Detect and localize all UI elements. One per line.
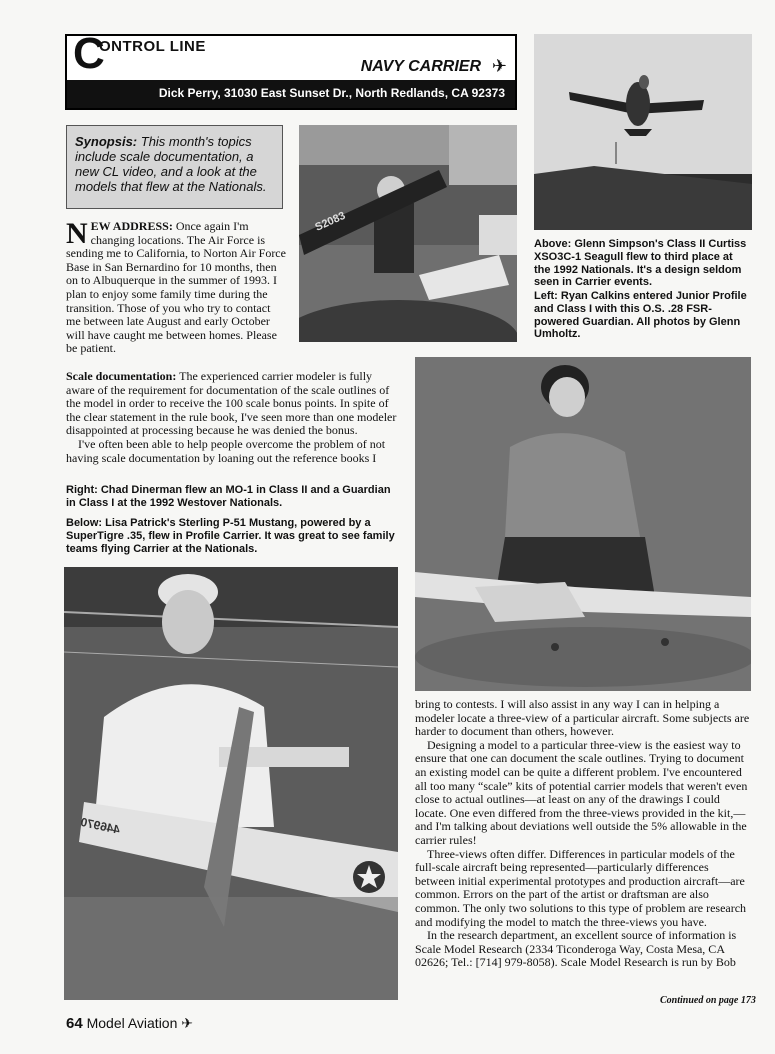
plane-icon: ✈: [491, 56, 507, 77]
header-address-bar: [67, 80, 515, 108]
page-footer: [66, 1015, 193, 1032]
scale-doc-text2: I've often been able to help people overcome the problem of not having scale documentation by loaning out the reference books I: [66, 436, 386, 465]
magazine-name: Model Aviation: [86, 1015, 178, 1031]
photo-chad-image: [415, 357, 751, 691]
photo-seagull-image: [534, 34, 752, 230]
synopsis-box: [66, 125, 283, 209]
header-subtitle: NAVY CARRIER: [360, 58, 481, 75]
author-address: Dick Perry, 31030 East Sunset Dr., North Redlands, CA 92373: [158, 86, 505, 100]
col2-paragraph-3: Three-views often differ. Differences in particular models of the full-scale aircraft being represented—particularly differences between initial experimental prototypes and production aircraft—are common. Errors on the part of the artist or draftsman are also common. The only two solutions to this type of problem are research and modifying the model to match the three-views you have.: [415, 846, 747, 929]
scale-doc-paragraph: [66, 370, 402, 465]
photo-chad-dinerman: [415, 357, 751, 691]
new-address-text: Once again I'm changing locations. The Air Force is sending me to California, to Norton Air Force Base in San Bernardino for 10 months, then on to Albuquerque in the summer of 1993. I plan to enjoy some family time during the transition. Those of you who try to contact me between late August and early October will have caught me between homes. Please be patient.: [66, 219, 286, 356]
synopsis-label: Synopsis:: [75, 134, 138, 149]
page-number: 64: [66, 1015, 83, 1032]
scale-doc-text: The experienced carrier modeler is fully aware of the requirement for documentation of the scale outlines of the model in order to receive the 100 scale bonus points. In spite of the clear statement in the rule book, I've seen more than one modeler disappointed at processing because he was denied the bonus.: [66, 369, 397, 438]
photo-glenn-simpson-seagull: [534, 34, 752, 230]
photo-lisa-image: [64, 567, 398, 1000]
column-header: [65, 29, 517, 110]
col2-paragraph-1: bring to contests. I will also assist in any way I can in helping a modeler locate a three-view of a particular aircraft. Some subjects are harder to document than others, however.: [415, 697, 750, 739]
col2-paragraph-4: In the research department, an excellent source of information is Scale Model Research (2334 Ticonderoga Way, Costa Mesa, CA 02626; Tel.: [714] 979-8058). Scale Model Research is run by Bob: [415, 928, 737, 970]
caption-above: Above: Glenn Simpson's Class II Curtiss XSO3C-1 Seagull flew to third place at the 1992 Nationals. It's a design seldom seen in Carrier events.: [534, 238, 747, 289]
header-big-letter: C: [73, 29, 105, 78]
lisa-wing-marking: 446970: [79, 814, 122, 837]
synopsis-text: This month's topics include scale documentation, a new CL video, and a look at the models that flew at the Nationals.: [75, 134, 267, 194]
photo-ryan-calkins: [299, 125, 517, 342]
footer-plane-icon: ✈: [181, 1016, 194, 1032]
caption-right: Right: Chad Dinerman flew an MO-1 in Class II and a Guardian in Class I at the 1992 Westover Nationals.: [66, 484, 391, 509]
continued-note: Continued on page 173: [660, 995, 756, 1006]
new-address-dropcap: N: [66, 217, 88, 250]
scale-doc-heading: Scale documentation:: [66, 369, 177, 383]
caption-left: Left: Ryan Calkins entered Junior Profile and Class I with this O.S. .28 FSR-powered Guardian. All photos by Glenn Umholtz.: [534, 290, 747, 341]
photo-ryan-calkins-image: [299, 125, 517, 342]
new-address-heading: EW ADDRESS:: [90, 219, 173, 233]
caption-below: Below: Lisa Patrick's Sterling P-51 Mustang, powered by a SuperTigre .35, flew in Profile Carrier. It was great to see family teams flying Carrier at the Nationals.: [66, 517, 395, 555]
col2-paragraph-2: Designing a model to a particular three-view is the easiest way to ensure that one can document the scale outlines. Trying to document an existing model can be quite a different problem. I've encountered all too many “scale” kits of potential carrier models that weren't even close to actual outlines—at least on any of the drawings I could locate. One even differed from the three-views provided in the kit,—and I'm talking about deviations well outside the 5% allowable in the carrier rules!: [415, 737, 748, 847]
ryan-wing-marking: S2083: [313, 209, 348, 234]
body-column-2: [415, 698, 751, 970]
new-address-paragraph: [66, 217, 288, 356]
header-title: ONTROL LINE: [99, 38, 206, 55]
photo-lisa-patrick: [64, 567, 398, 1000]
